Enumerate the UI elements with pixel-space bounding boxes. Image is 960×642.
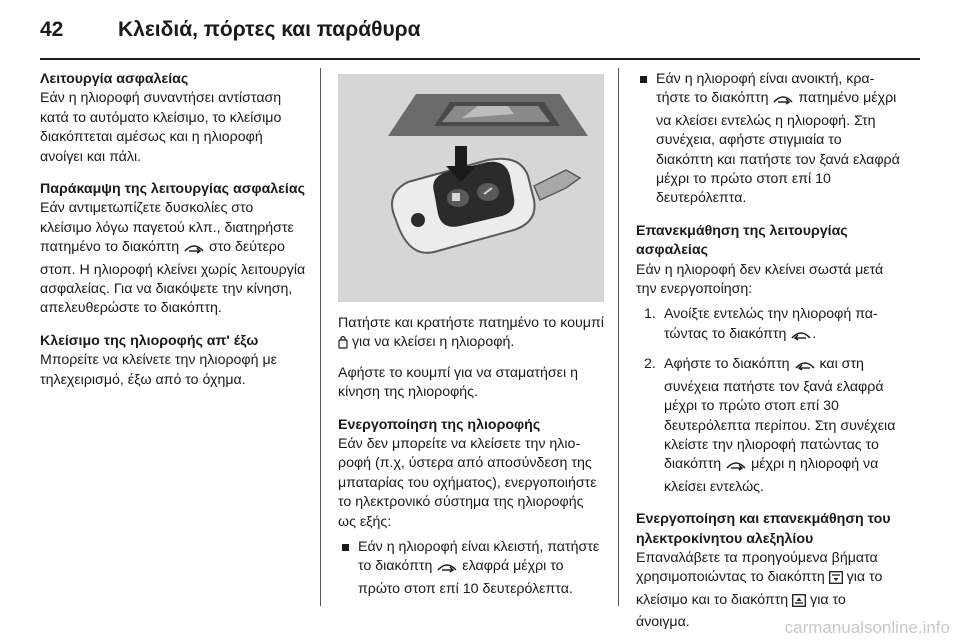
bullet-list (338, 538, 604, 599)
text: Αφήστε το διακόπτη (664, 356, 790, 373)
section-safety-function (40, 70, 308, 167)
section-title: Ενεργοποίηση της ηλιοροφής (338, 416, 541, 433)
page-number: 42 (40, 18, 64, 41)
list-item (636, 70, 902, 209)
page-header (40, 14, 920, 60)
bullet-list (636, 70, 902, 209)
watermark: carmanualsonline.info (784, 618, 950, 637)
paragraph: Αφήστε το κουμπί για να σταματήσει η κίνηση της ηλιοροφής. (338, 364, 578, 401)
text: για το κλείσιμο και το διακόπτη (636, 569, 883, 608)
column-divider (320, 68, 321, 606)
column-3 (636, 70, 902, 642)
sunroof-close-switch-icon (725, 458, 747, 477)
section-title: Λειτουργία ασφαλείας (40, 71, 189, 87)
column-1 (40, 70, 308, 403)
text: Εάν αντιμετωπίζετε δυσκολίες στο κλείσιμο λόγω παγετού κλπ., διατηρήστε πατημένο το διακόπτη (40, 200, 294, 256)
text: Πατήστε και κρατήστε πατημένο το κουμπί (338, 315, 604, 331)
section-close-from-outside (40, 332, 308, 390)
sunshade-close-icon (829, 571, 843, 590)
text: για να κλείσει η ηλιοροφή. (351, 334, 515, 351)
paragraph: Εάν η ηλιοροφή δεν κλείνει σωστά μετά την ενεργοποίηση: (636, 261, 884, 298)
paragraph (40, 199, 308, 318)
sunroof-close-switch-icon (436, 560, 458, 579)
section-relearn-safety (636, 222, 902, 497)
caption-block (338, 314, 604, 403)
sunroof-close-switch-icon (183, 241, 205, 260)
section-sunshade (636, 510, 902, 632)
sunroof-open-switch-icon (794, 358, 816, 377)
list-item (636, 355, 902, 497)
list-item (338, 538, 604, 599)
continued-list (636, 70, 902, 209)
sunshade-open-icon (792, 594, 806, 613)
sunroof-illustration (388, 94, 588, 136)
text: στο δεύτερο στοπ. Η ηλιοροφή κλείνει χωρίς λειτουργία ασφαλείας. Για να διακόψετε την κίνηση, απελευθερώστε το διακόπτη. (40, 239, 306, 317)
text: και στη συνέχεια πατήστε τον ξανά ελαφρά μέχρι το πρώτο στοπ επί 30 δευτερόλεπτα περίπου. Στη συνέχεια κλείστε την ηλιοροφή πατώντας το διακόπτη (664, 356, 896, 473)
section-activate-sunroof (338, 416, 604, 600)
text: Ανοίξτε εντελώς την ηλιοροφή πατώντας το διακόπτη (664, 306, 878, 342)
text: πατημένο μέχρι να κλείσει εντελώς η ηλιοροφή. Στη συνέχεια, αφήστε στιγμιαία το διακόπτη και πατήστε τον ξανά ελαφρά μέχρι το πρώτο στοπ επί 10 δευτερόλεπτα. (656, 90, 900, 207)
section-title: Ενεργοποίηση και επανεκμάθηση του ηλεκτροκίνητου αλεξηλίου (636, 511, 891, 547)
section-title: Επανεκμάθηση της λειτουργίας ασφαλείας (636, 222, 848, 259)
header-rule (40, 58, 920, 60)
remote-key-illustration (338, 74, 604, 302)
paragraph: Εάν δεν μπορείτε να κλείσετε την ηλιοροφή (π.χ, ύστερα από αποσύνδεση της μπαταρίας του οχήματος), ενεργοποιήστε το ηλεκτρονικό σύστημα της ηλιοροφής ως εξής: (338, 436, 597, 530)
text: για το άνοιγμα. (636, 591, 846, 631)
numbered-list (636, 305, 902, 497)
text: . (812, 325, 817, 342)
step-number: 1. (644, 306, 656, 323)
sunroof-open-switch-icon (790, 328, 812, 347)
lock-button-icon (338, 335, 348, 355)
section-override-safety (40, 180, 308, 319)
paragraph (338, 314, 604, 356)
paragraph: Μπορείτε να κλείνετε την ηλιοροφή με τηλεχειρισμό, έξω από το όχημα. (40, 352, 277, 388)
text: ελαφρά μέχρι το πρώτο στοπ επί 10 δευτερόλεπτα. (358, 558, 573, 597)
section-title: Παράκαμψη της λειτουργίας ασφαλείας (40, 181, 305, 198)
paragraph: Εάν η ηλιοροφή συναντήσει αντίσταση κατά το αυτόματο κλείσιμο, το κλείσιμο διακόπτεται αμέσως και η ηλιοροφή ανοίγει και πάλι. (40, 90, 282, 165)
sunroof-close-switch-icon (772, 92, 794, 111)
section-title: Κλείσιμο της ηλιοροφής απ' έξω (40, 332, 259, 349)
step-number: 2. (644, 356, 656, 373)
text: Εάν η ηλιοροφή είναι κλειστή, πατήστε το διακόπτη (358, 539, 600, 575)
text: Επαναλάβετε τα προηγούμενα βήματα χρησιμοποιώντας το διακόπτη (636, 549, 878, 586)
text: μέχρι η ηλιοροφή να κλείσει εντελώς. (664, 456, 879, 495)
list-item (636, 305, 902, 347)
page-title: Κλειδιά, πόρτες και παράθυρα (118, 18, 421, 41)
column-divider (618, 68, 619, 606)
text: Εάν η ηλιοροφή είναι ανοικτή, κρατήστε το διακόπτη (656, 71, 875, 107)
column-2 (338, 70, 604, 612)
